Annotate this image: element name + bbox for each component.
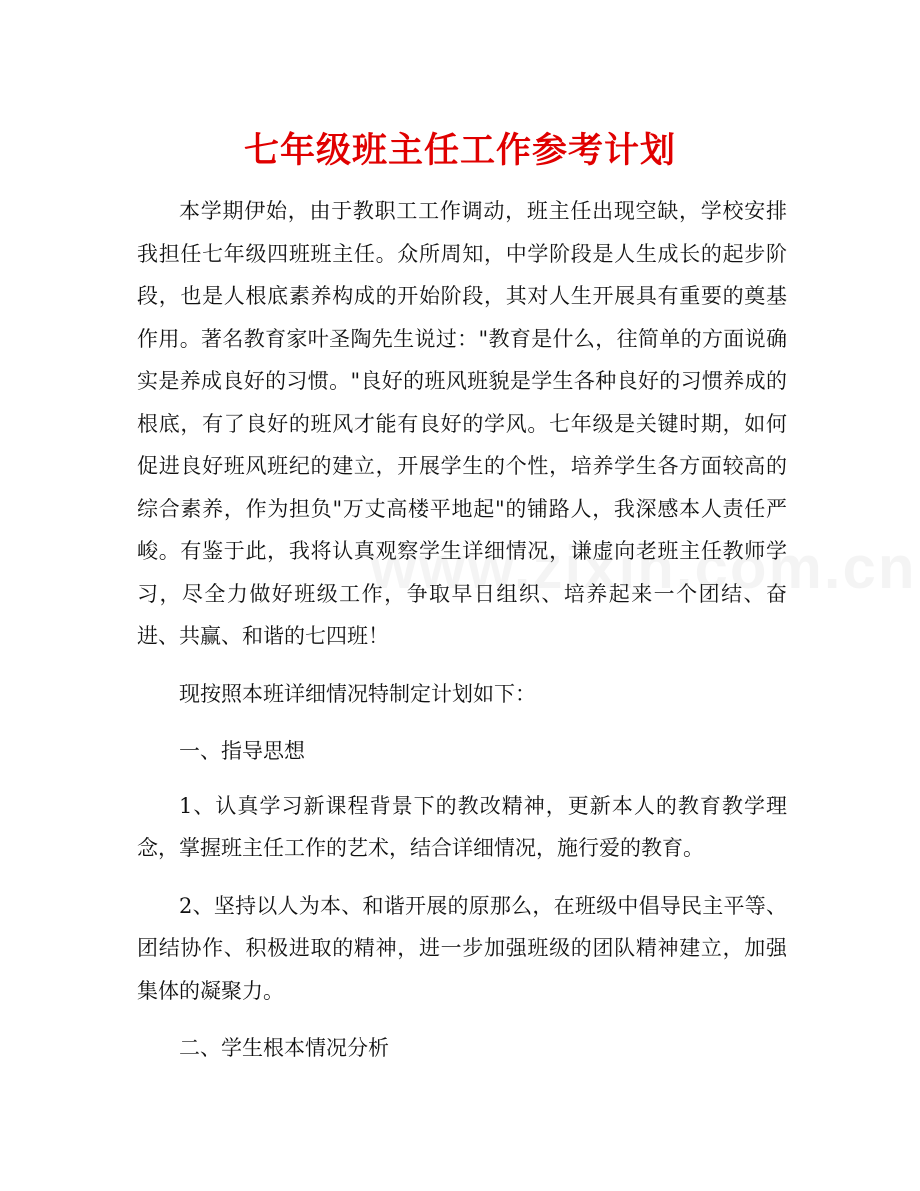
intro-paragraph: 本学期伊始，由于教职工工作调动，班主任出现空缺，学校安排我担任七年级四班班主任。众所周知，中学阶段是人生成长的起步阶段，也是人根底素养构成的开始阶段，其对人生开展具有重要的奠基作用。著名教育家叶圣陶先生说过："教育是什么，往简单的方面说确实是养成良好的习惯。"良好的班风班貌是学生各种良好的习惯养成的根底，有了良好的班风才能有良好的学风。七年级是关键时期，如何促进良好班风班纪的建立，开展学生的个性，培养学生各方面较高的综合素养，作为担负"万丈高楼平地起"的铺路人，我深感本人责任严峻。有鉴于此，我将认真观察学生详细情况，谦虚向老班主任教师学习，尽全力做好班级工作，争取早日组织、培养起来一个团结、奋进、共赢、和谐的七四班！ <box>137 199 787 648</box>
section-heading-student-analysis: 二、学生根本情况分析 <box>179 1036 389 1060</box>
document-body <box>137 190 787 1082</box>
guideline-item-1: 1、认真学习新课程背景下的教改精神，更新本人的教育教学理念，掌握班主任工作的艺术，结合详细情况，施行爱的教育。 <box>137 793 787 860</box>
guideline-item-2: 2、坚持以人为本、和谐开展的原那么，在班级中倡导民主平等、团结协作、积极进取的精神，进一步加强班级的团队精神建立，加强集体的凝聚力。 <box>137 893 787 1003</box>
plan-intro-paragraph: 现按照本班详细情况特制定计划如下： <box>179 681 536 706</box>
document-title: 七年级班主任工作参考计划 <box>243 131 676 171</box>
section-heading-guiding-ideology: 一、指导思想 <box>179 739 305 763</box>
